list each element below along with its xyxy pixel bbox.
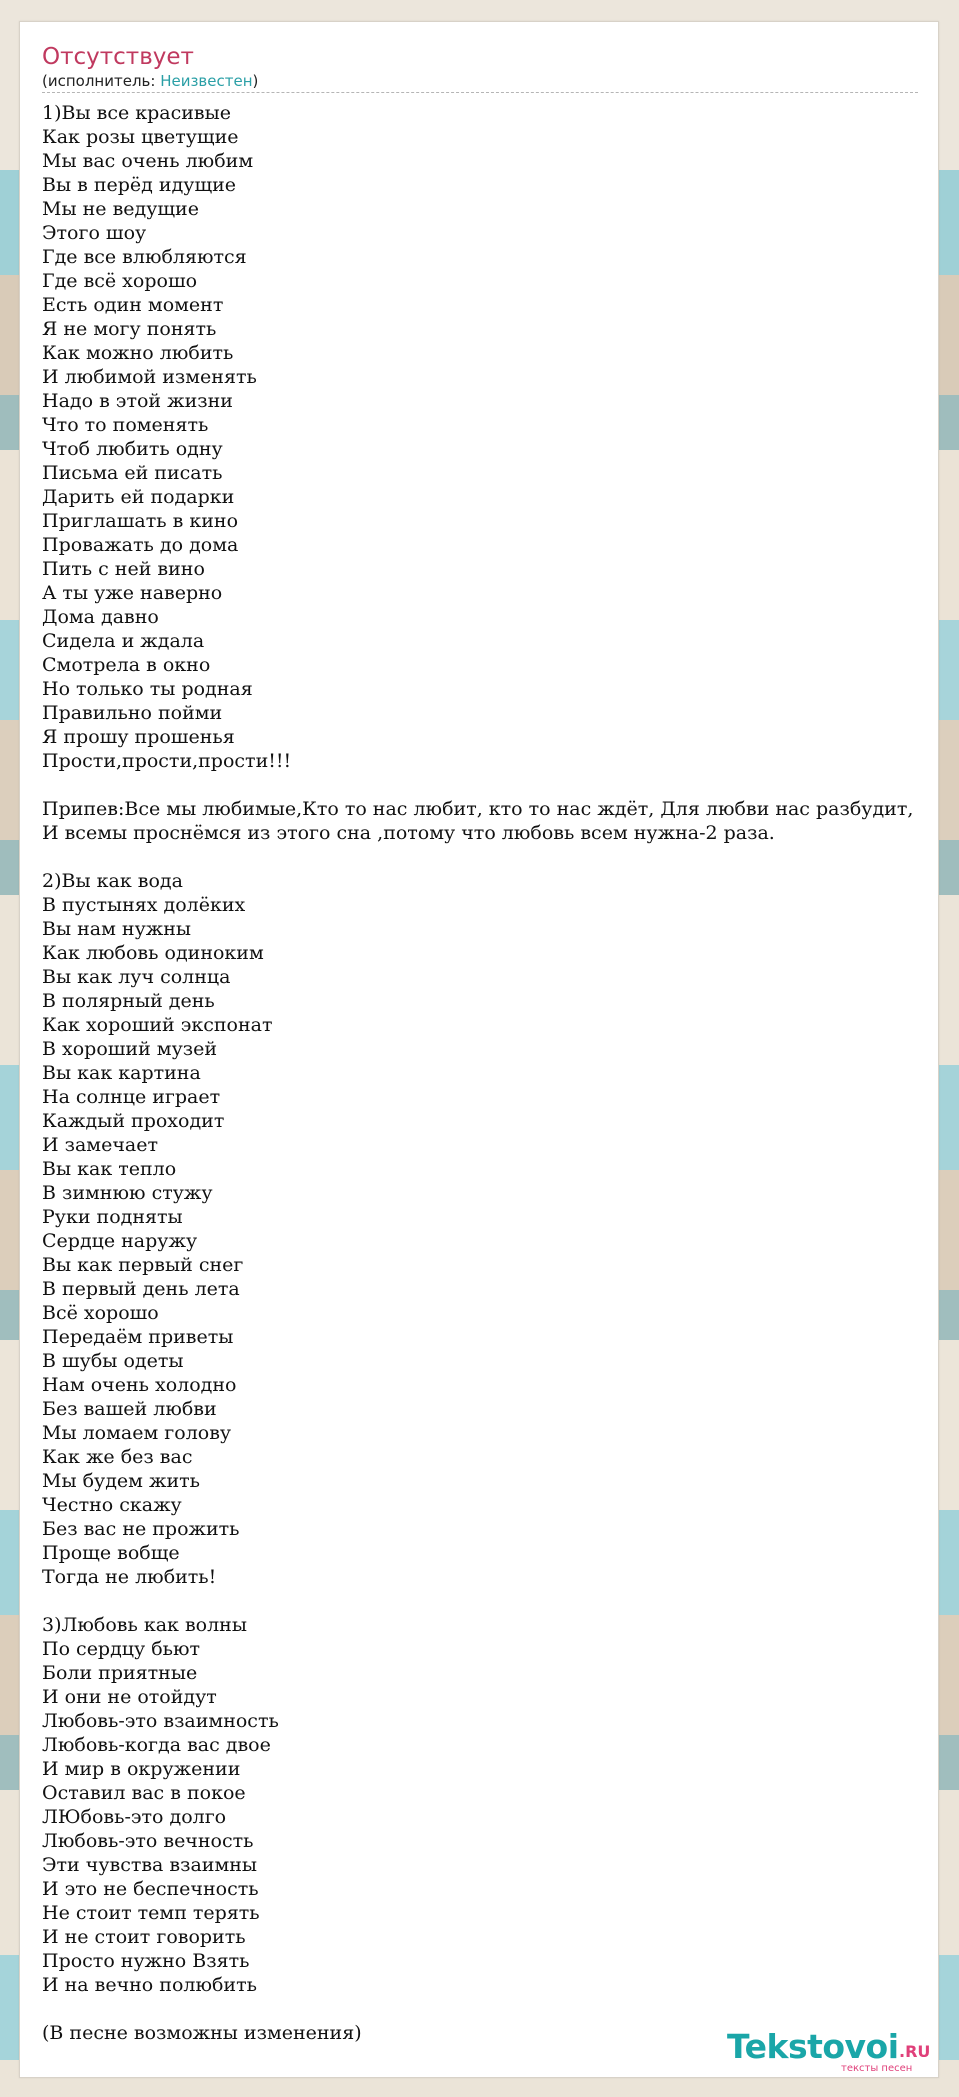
lyric-line: И не стоит говорить <box>42 1926 246 1948</box>
lyric-line: И на вечно полюбить <box>42 1974 257 1996</box>
lyric-line: Смотрела в окно <box>42 654 211 676</box>
lyric-line: Чтоб любить одну <box>42 438 223 460</box>
lyric-line: Письма ей писать <box>42 462 223 484</box>
lyric-line <box>42 845 938 869</box>
lyric-line: И замечает <box>42 1134 158 1156</box>
lyric-line: Прости,прости,прости!!! <box>42 750 292 772</box>
lyric-line: Боли приятные <box>42 1662 198 1684</box>
lyric-line: Вы как луч солнца <box>42 966 231 988</box>
logo-tagline: тексты песен <box>841 2063 913 2074</box>
lyric-line: Вы нам нужны <box>42 918 192 940</box>
lyric-line: В зимнюю стужу <box>42 1182 213 1204</box>
lyric-line: Каждый проходит <box>42 1110 225 1132</box>
lyric-line: 2)Вы как вода <box>42 870 183 892</box>
lyric-line: Мы будем жить <box>42 1470 200 1492</box>
lyric-line: (В песне возможны изменения) <box>42 2022 362 2044</box>
lyric-line: На солнце играет <box>42 1086 221 1108</box>
lyric-line: В хороший музей <box>42 1038 218 1060</box>
lyric-line: Как можно любить <box>42 342 234 364</box>
logo-name: Tekstovoi <box>727 2027 899 2066</box>
lyric-line: Припев:Все мы любимые,Кто то нас любит, кто то нас ждёт, Для любви нас разбудит, <box>42 798 914 820</box>
artist-prefix: (исполнитель: <box>42 72 161 90</box>
lyric-line <box>42 1589 938 1613</box>
lyric-line: Нам очень холодно <box>42 1374 237 1396</box>
lyric-line: И они не отойдут <box>42 1686 217 1708</box>
artist-link[interactable]: Неизвестен <box>160 72 253 90</box>
lyric-line: Эти чувства взаимны <box>42 1854 258 1876</box>
lyric-line: Любовь-когда вас двое <box>42 1734 271 1756</box>
lyric-line: Что то поменять <box>42 414 209 436</box>
lyric-line: Где все влюбляются <box>42 246 247 268</box>
lyric-line: Как хороший экспонат <box>42 1014 273 1036</box>
lyric-line: ЛЮбовь-это долго <box>42 1806 227 1828</box>
lyric-line: Передаём приветы <box>42 1326 234 1348</box>
lyric-line: Приглашать в кино <box>42 510 239 532</box>
lyric-line: Мы не ведущие <box>42 198 199 220</box>
lyric-line: Руки подняты <box>42 1206 183 1228</box>
lyric-line: Дарить ей подарки <box>42 486 235 508</box>
lyric-line: Честно скажу <box>42 1494 182 1516</box>
lyric-line: Как розы цветущие <box>42 126 239 148</box>
lyric-line: Мы ломаем голову <box>42 1422 232 1444</box>
lyric-line: Тогда не любить! <box>42 1566 217 1588</box>
lyric-line: 3)Любовь как волны <box>42 1614 247 1636</box>
lyric-line: Без вашей любви <box>42 1398 217 1420</box>
lyric-line: 1)Вы все красивые <box>42 102 231 124</box>
lyric-line: Как любовь одиноким <box>42 942 264 964</box>
lyric-line: Дома давно <box>42 606 159 628</box>
lyric-line: Правильно пойми <box>42 702 223 724</box>
lyric-line: Вы как первый снег <box>42 1254 244 1276</box>
lyric-line: По сердцу бьют <box>42 1638 201 1660</box>
lyric-line: Но только ты родная <box>42 678 253 700</box>
song-card <box>19 21 939 2078</box>
lyric-line: Без вас не прожить <box>42 1518 240 1540</box>
lyric-line: Проще вобще <box>42 1542 180 1564</box>
lyric-line: Мы вас очень любим <box>42 150 254 172</box>
logo-tld: .RU <box>899 2042 931 2061</box>
artist-suffix: ) <box>252 72 259 90</box>
lyric-line: Любовь-это вечность <box>42 1830 254 1852</box>
lyric-line: Оставил вас в покое <box>42 1782 246 1804</box>
lyric-line: Вы как тепло <box>42 1158 177 1180</box>
lyric-line: Просто нужно Взять <box>42 1950 250 1972</box>
lyric-line: Этого шоу <box>42 222 147 244</box>
lyric-line: Я не могу понять <box>42 318 217 340</box>
lyrics-text <box>42 101 938 2045</box>
lyric-line: Я прошу прошенья <box>42 726 235 748</box>
lyric-line <box>42 1997 938 2021</box>
lyric-line: Сердце наружу <box>42 1230 198 1252</box>
lyric-line: Сидела и ждала <box>42 630 205 652</box>
lyric-line: Проважать до дома <box>42 534 239 556</box>
lyric-line: Как же без вас <box>42 1446 193 1468</box>
lyric-line: И мир в окружении <box>42 1758 241 1780</box>
artist-line <box>42 71 918 93</box>
lyric-line: В полярный день <box>42 990 215 1012</box>
lyric-line: Есть один момент <box>42 294 224 316</box>
lyric-line: И всемы проснёмся из этого сна ,потому что любовь всем нужна-2 раза. <box>42 822 775 844</box>
lyric-line: Надо в этой жизни <box>42 390 233 412</box>
lyric-line: Где всё хорошо <box>42 270 198 292</box>
site-logo[interactable] <box>727 2028 947 2072</box>
lyric-line: Пить с ней вино <box>42 558 205 580</box>
lyric-line: Любовь-это взаимность <box>42 1710 279 1732</box>
lyric-line: В первый день лета <box>42 1278 240 1300</box>
lyric-line: И это не беспечность <box>42 1878 259 1900</box>
lyric-line: В пустынях долёких <box>42 894 246 916</box>
song-title: Отсутствует <box>42 44 194 70</box>
lyric-line <box>42 773 938 797</box>
lyric-line: В шубы одеты <box>42 1350 184 1372</box>
lyric-line: Вы в перёд идущие <box>42 174 237 196</box>
lyric-line: Не стоит темп терять <box>42 1902 260 1924</box>
lyric-line: Вы как картина <box>42 1062 201 1084</box>
lyric-line: И любимой изменять <box>42 366 257 388</box>
lyric-line: Всё хорошо <box>42 1302 159 1324</box>
lyric-line: А ты уже наверно <box>42 582 223 604</box>
